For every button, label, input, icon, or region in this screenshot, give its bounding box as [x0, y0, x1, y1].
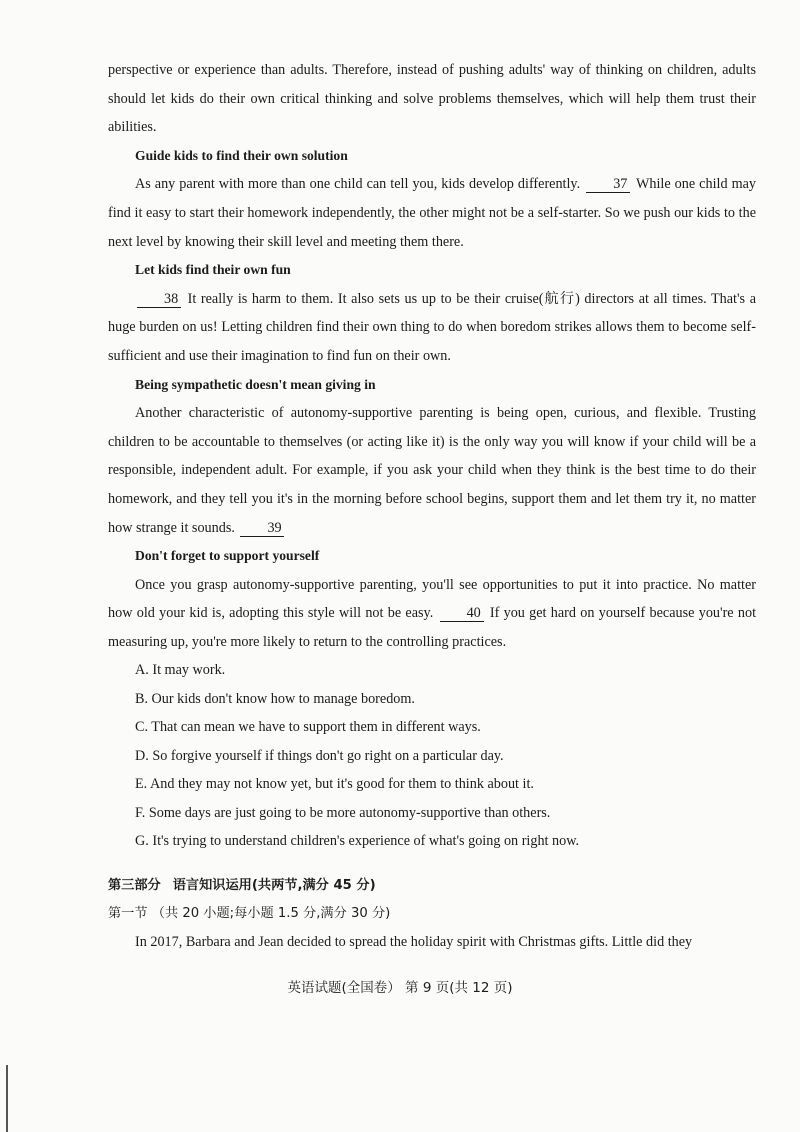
- option-d: D. So forgive yourself if things don't go right on a particular day.: [135, 747, 504, 764]
- paragraph-intro-continued: perspective or experience than adults. Therefore, instead of pushing adults' way of thinking on children, adults should let kids do their own critical thinking and solve problems themselves, which will help them trust their abilities.: [108, 62, 756, 136]
- blank-37: 37: [586, 176, 630, 193]
- paragraph-own-fun: [108, 285, 756, 371]
- scan-edge-mark: [6, 1065, 8, 1132]
- blank-39: 39: [240, 520, 284, 537]
- exam-page: [108, 56, 756, 957]
- paragraph-guide-kids: [108, 170, 756, 256]
- section-part-title: 语言知识运用(共两节,满分 45 分): [172, 878, 376, 894]
- heading-own-fun: Let kids find their own fun: [135, 262, 291, 278]
- heading-sympathetic: Being sympathetic doesn't mean giving in: [135, 376, 376, 392]
- paragraph-sympathetic-text: Another characteristic of autonomy-supportive parenting is being open, curious, and flexible. Trusting children to be accountable to themselves (or acting like it) is the only way you will know if your child will be a responsible, independent adult. For example, if you ask your child when they think is the best time to do their homework, and they tell you it's in the morning before school begins, support them and let them try it, no matter how strange it sounds.: [108, 405, 756, 536]
- paragraph-guide-kids-part1: As any parent with more than one child can tell you, kids develop differently.: [135, 176, 581, 193]
- option-b: B. Our kids don't know how to manage boredom.: [135, 690, 415, 707]
- paragraph-own-fun-text: It really is harm to them. It also sets us up to be their cruise(航行) directors at all times. That's a huge burden on us! Letting children find their own thing to do when boredom strikes allows them to become self-sufficient and use their imagination to find fun on their own.: [108, 290, 756, 364]
- section-part-label: 第三部分: [108, 878, 161, 894]
- paragraph-support-yourself-part1: Once you grasp autonomy-supportive parenting, you'll see opportunities to put it into practice. No matter how old your kid is, adopting this style will not be easy.: [108, 576, 756, 622]
- section-intro-text: In 2017, Barbara and Jean decided to spread the holiday spirit with Christmas gifts. Little did they: [135, 934, 693, 951]
- answer-options: [108, 656, 756, 855]
- heading-support-yourself: Don't forget to support yourself: [135, 548, 320, 564]
- option-e: E. And they may not know yet, but it's good for them to think about it.: [135, 776, 534, 793]
- option-c: C. That can mean we have to support them in different ways.: [135, 719, 481, 736]
- option-f: F. Some days are just going to be more autonomy-supportive than others.: [135, 804, 551, 821]
- paragraph-guide-kids-part2: While one child may find it easy to start their homework independently, the other might not be a self-starter. So we push our kids to the next level by knowing their skill level and meeting them there.: [108, 176, 756, 250]
- paragraph-sympathetic: [108, 399, 756, 542]
- blank-40: 40: [440, 605, 484, 622]
- option-g: G. It's trying to understand children's experience of what's going on right now.: [135, 832, 580, 849]
- blank-38: 38: [137, 291, 181, 308]
- section-subtitle: 第一节 （共 20 小题;每小题 1.5 分,满分 30 分): [108, 906, 391, 922]
- page-footer: 英语试题(全国卷） 第 9 页(共 12 页): [287, 980, 513, 996]
- option-a: A. It may work.: [135, 662, 226, 679]
- section-title: [108, 872, 756, 900]
- paragraph-support-yourself-part2: If you get hard on yourself because you're not measuring up, you're more likely to return to the controlling practices.: [108, 605, 757, 650]
- paragraph-support-yourself: [108, 571, 756, 657]
- heading-guide-kids: Guide kids to find their own solution: [135, 147, 348, 163]
